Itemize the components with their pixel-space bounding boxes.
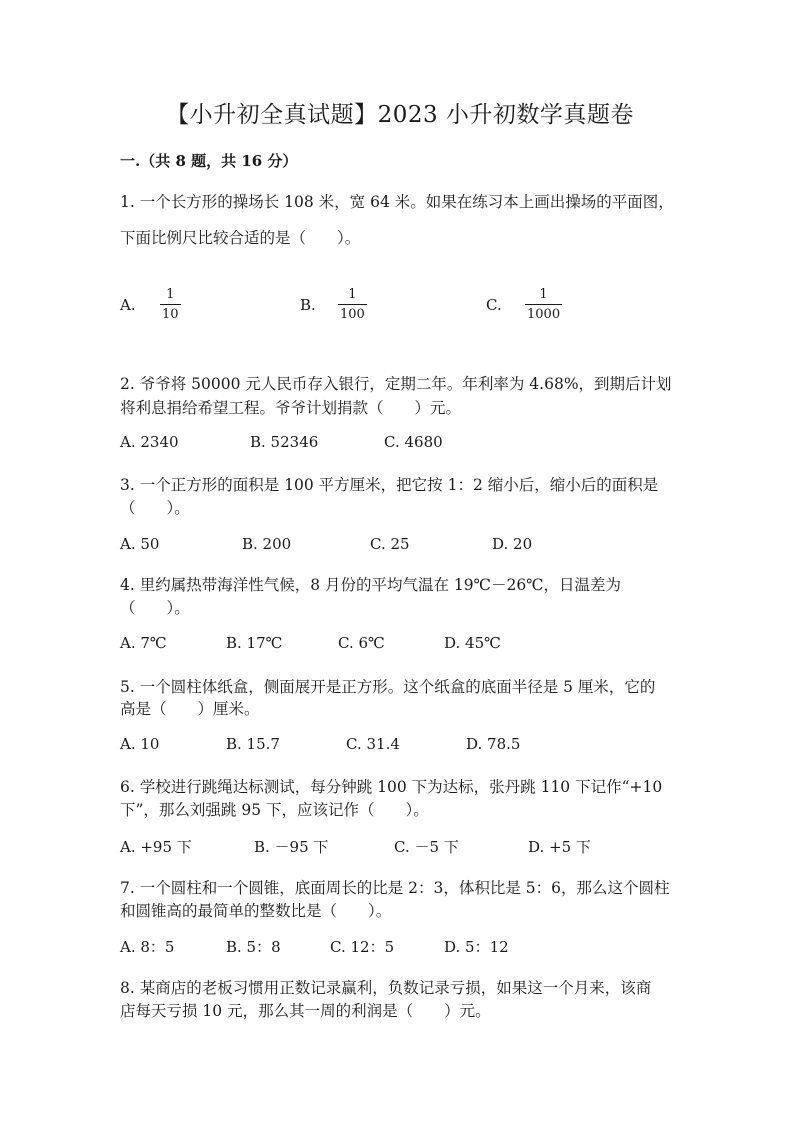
question-1-line-1: 1. 一个长方形的操场长 108 米，宽 64 米。如果在练习本上画出操场的平面图， (120, 193, 674, 211)
question-8-line-2: 店每天亏损 10 元，那么其一周的利润是（ ）元。 (120, 1002, 491, 1020)
question-1-option-b-label: B. (300, 296, 316, 314)
question-6-option-b: B. －95 下 (254, 838, 329, 856)
question-6-option-c: C. －5 下 (394, 838, 459, 856)
page-title: 【小升初全真试题】2023 小升初数学真题卷 (166, 102, 634, 128)
question-5-option-c: C. 31.4 (346, 735, 400, 753)
question-5-line-1: 5. 一个圆柱体纸盒，侧面展开是正方形。这个纸盒的底面半径是 5 厘米，它的 (120, 678, 656, 696)
question-3-option-d: D. 20 (492, 535, 533, 553)
question-1-option-c-label: C. (486, 296, 502, 314)
question-5-option-d: D. 78.5 (466, 735, 521, 753)
question-6-option-d: D. +5 下 (528, 838, 591, 856)
question-3-line-2: （ ）。 (120, 499, 190, 517)
question-5-option-a: A. 10 (120, 735, 160, 753)
question-3-option-c: C. 25 (370, 535, 410, 553)
question-6-line-1: 6. 学校进行跳绳达标测试，每分钟跳 100 下为达标，张丹跳 110 下记作“+10 (120, 778, 663, 796)
question-1-option-a-label: A. (120, 296, 136, 314)
question-4-option-d: D. 45℃ (444, 634, 501, 652)
question-3-line-1: 3. 一个正方形的面积是 100 平方厘米，把它按 1：2 缩小后，缩小后的面积是 (120, 476, 659, 494)
question-6-option-a: A. +95 下 (120, 838, 192, 856)
fraction-numerator: 1 (166, 287, 175, 302)
question-7-option-c: C. 12：5 (330, 938, 395, 956)
question-1-option-a-fraction (160, 288, 181, 321)
fraction-numerator: 1 (539, 287, 548, 302)
question-4-option-c: C. 6℃ (338, 634, 385, 652)
fraction-denominator: 100 (340, 307, 365, 322)
question-7-option-a: A. 8：5 (120, 938, 175, 956)
fraction-denominator: 10 (162, 307, 179, 322)
question-7-line-1: 7. 一个圆柱和一个圆锥，底面周长的比是 2：3，体积比是 5：6，那么这个圆柱 (120, 879, 670, 897)
question-2-option-a: A. 2340 (120, 433, 179, 451)
question-2-option-c: C. 4680 (384, 433, 443, 451)
fraction-denominator: 1000 (527, 307, 561, 322)
question-7-option-b: B. 5：8 (226, 938, 281, 956)
question-2-option-b: B. 52346 (250, 433, 319, 451)
question-2-line-1: 2. 爷爷将 50000 元人民币存入银行，定期二年。年利率为 4.68%，到期后计划 (120, 375, 672, 393)
question-5-line-2: 高是（ ）厘米。 (120, 700, 260, 718)
question-2-line-2: 将利息捐给希望工程。爷爷计划捐款（ ）元。 (120, 399, 462, 417)
question-1-option-b-fraction (338, 288, 367, 321)
question-4-option-b: B. 17℃ (226, 634, 283, 652)
question-1-line-2: 下面比例尺比较合适的是（ ）。 (120, 229, 361, 247)
question-4-option-a: A. 7℃ (120, 634, 167, 652)
question-3-option-a: A. 50 (120, 535, 160, 553)
question-3-option-b: B. 200 (242, 535, 292, 553)
section-heading: 一.（共 8 题，共 16 分） (120, 152, 298, 170)
question-7-option-d: D. 5：12 (444, 938, 509, 956)
question-4-line-1: 4. 里约属热带海洋性气候，8 月份的平均气温在 19℃－26℃，日温差为 (120, 576, 622, 594)
question-1-option-c-fraction (525, 288, 562, 321)
question-7-line-2: 和圆锥高的最简单的整数比是（ ）。 (120, 902, 392, 920)
question-6-line-2: 下”，那么刘强跳 95 下，应该记作（ ）。 (120, 801, 429, 819)
question-8-line-1: 8. 某商店的老板习惯用正数记录赢利，负数记录亏损，如果这一个月来，该商 (120, 979, 652, 997)
question-4-line-2: （ ）。 (120, 599, 190, 617)
fraction-numerator: 1 (348, 287, 357, 302)
question-5-option-b: B. 15.7 (226, 735, 280, 753)
